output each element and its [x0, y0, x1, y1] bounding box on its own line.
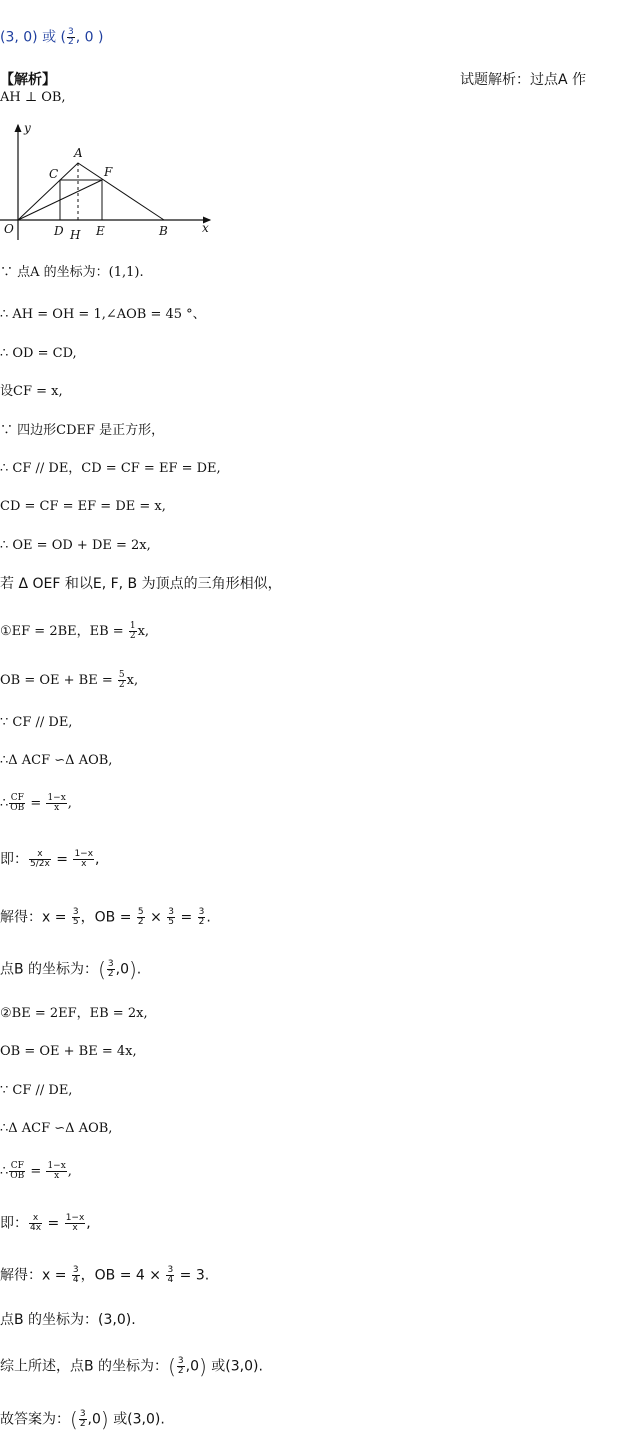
- line-case1-parallel: ∵ CF // DE,: [0, 715, 73, 730]
- final-answer-text: 故答案为：: [0, 1411, 70, 1428]
- frac-three-fifth-b-den: 5: [168, 917, 175, 927]
- frac-three-four: [72, 1266, 80, 1285]
- frac-five-half-den: 2: [118, 680, 125, 690]
- coord-zero: 0: [120, 961, 129, 978]
- label-x: x: [202, 221, 209, 235]
- frac-three-fifth-b-num: 3: [168, 907, 175, 917]
- line-case2-solve: [0, 1266, 209, 1285]
- line-case1-result: 点B 的坐标为：( $\frac{3}{2}$ ,0).: [0, 957, 142, 982]
- case2-equals: = 3.: [175, 1267, 210, 1284]
- case2-eq-label: 即：: [0, 1215, 28, 1232]
- frac-half-num: 1: [129, 621, 136, 631]
- summary-text: 综上所述，点B 的坐标为：: [0, 1358, 169, 1375]
- line-case1-ob: [0, 671, 138, 690]
- answer-right: , 0 ): [75, 29, 104, 46]
- line-case2-parallel: ∵ CF // DE,: [0, 1083, 73, 1098]
- line-final-answer: 故答案为：( $\frac{3}{2}$ ,0) 或(3,0).: [0, 1407, 165, 1432]
- frac-cf-b: CF: [10, 1161, 24, 1171]
- line-case1-ratio: ∴ $\frac{CF}{OB}$ = $\frac{1-x}{x}$ ,: [0, 793, 72, 813]
- frac-three-fifth-num: 3: [72, 907, 79, 917]
- geometry-diagram: [0, 115, 220, 245]
- answer-left: (3, 0) 或 (: [0, 29, 67, 46]
- case1-equals: =: [176, 909, 197, 926]
- frac-five-half-b-den: 2: [137, 917, 144, 927]
- frac-one-minus-x-d: [65, 1214, 86, 1233]
- frac-three-half-den: 2: [198, 917, 205, 927]
- label-y: y: [24, 121, 31, 135]
- frac-three-fifth-b: [167, 908, 175, 927]
- line-oe: ∴ OE = OD + DE = 2x,: [0, 538, 151, 553]
- frac-three-half-b-num: 3: [107, 959, 114, 969]
- frac-one-minus-x: [46, 794, 66, 813]
- line-case2-similar: ∴Δ ACF ∽Δ AOB,: [0, 1121, 113, 1136]
- frac-three-fifth: [72, 908, 80, 927]
- case2-solve-ob: ，OB = 4 ×: [80, 1267, 166, 1284]
- frac-cf-ob: [9, 794, 25, 813]
- frac-three-four-den: 4: [72, 1275, 79, 1285]
- label-h: H: [70, 228, 81, 242]
- frac-x-over-4x: [29, 1214, 42, 1233]
- frac-ob: OB: [10, 803, 25, 813]
- frac-five-half: [118, 671, 126, 690]
- case1-solve-text: 解得：x =: [0, 909, 71, 926]
- square-cdef: [60, 180, 102, 220]
- frac-one-minus-x-den: x: [54, 803, 60, 813]
- label-a: A: [74, 146, 83, 160]
- frac-half: [129, 622, 137, 641]
- frac-three-half-num: 3: [198, 907, 205, 917]
- frac-cf: CF: [10, 793, 24, 803]
- line-ah-oh: ∴ AH = OH = 1,∠AOB = 45 °、: [0, 307, 206, 322]
- summary-or: 或(3,0).: [211, 1358, 263, 1375]
- case1-solve-ob: ，OB =: [80, 909, 136, 926]
- frac-three-half-b: [107, 960, 115, 979]
- frac-x-b: x: [29, 1214, 42, 1224]
- line-square: ∵ 四边形CDEF 是正方形，: [0, 423, 165, 438]
- final-answer-or: 或(3,0).: [113, 1411, 165, 1428]
- analysis-intro-cont: AH ⊥ OB,: [0, 90, 66, 105]
- frac-five-half-x: 5/2x: [30, 859, 50, 869]
- answer-frac-num: 3: [68, 27, 74, 37]
- frac-three-half-c: [177, 1357, 185, 1376]
- case1-ob-text: OB = OE + BE =: [0, 673, 117, 688]
- label-o: O: [4, 222, 14, 236]
- frac-three-four-num: 3: [72, 1265, 79, 1275]
- frac-4x: 4x: [30, 1223, 42, 1233]
- case1-times: ×: [145, 909, 167, 926]
- frac-three-half-d-num: 3: [79, 1409, 86, 1419]
- case1-ob-x: x,: [126, 673, 139, 688]
- analysis-tag: 【解析】: [0, 72, 56, 88]
- case2-ratio-therefore: ∴: [0, 1164, 9, 1179]
- line-od-cd: ∴ OD = CD,: [0, 346, 77, 361]
- frac-three-half-d-den: 2: [79, 1419, 86, 1429]
- frac-three-half-c-num: 3: [177, 1356, 184, 1366]
- frac-one-minus-x-b-num: 1−x: [74, 849, 94, 859]
- case1-eb-text: ①EF = 2BE，EB =: [0, 624, 128, 639]
- frac-three-fifth-den: 5: [72, 917, 79, 927]
- label-e: E: [96, 224, 105, 238]
- triangle-aob: [18, 163, 164, 220]
- line-point-a-coords: ∵ 点A 的坐标为：(1,1).: [0, 265, 144, 280]
- frac-one-minus-x-b: [73, 850, 94, 869]
- line-case2-be: ②BE = 2EF，EB = 2x,: [0, 1006, 148, 1021]
- case1-result-text: 点B 的坐标为：: [0, 961, 99, 978]
- line-parallel: ∴ CF // DE，CD = CF = EF = DE,: [0, 461, 221, 476]
- frac-three-four-b-den: 4: [167, 1275, 174, 1285]
- answer-line: [0, 28, 103, 47]
- line-case1-equation: 即： $\frac{x}{5/2x}$ = $\frac{1-x}{x}$ ,: [0, 849, 100, 869]
- line-sides-equal: CD = CF = EF = DE = x,: [0, 499, 166, 514]
- coord-zero-c: 0: [92, 1411, 101, 1428]
- frac-one-minus-x-b-den: x: [81, 859, 87, 869]
- frac-one-minus-x-d-den: x: [72, 1223, 78, 1233]
- frac-five-half-num: 5: [118, 670, 125, 680]
- line-case1-solve: 解得：x = $\frac{3}{5}$ ，OB = $\frac{5}{2}$ × $\frac{3}{5}$ = $\frac{3}{2}$ .: [0, 907, 211, 927]
- frac-one-minus-x-d-num: 1−x: [65, 1213, 85, 1223]
- line-summary: 综上所述，点B 的坐标为：( $\frac{3}{2}$ ,0) 或(3,0).: [0, 1354, 263, 1379]
- frac-ob-b: OB: [10, 1171, 25, 1181]
- label-b: B: [159, 224, 168, 238]
- frac-three-half: [198, 908, 206, 927]
- line-case1-similar: ∴Δ ACF ∽Δ AOB,: [0, 753, 113, 768]
- analysis-intro: 试题解析：过点A 作: [460, 72, 587, 88]
- frac-five-half-b-num: 5: [137, 907, 144, 917]
- answer-fraction: [67, 28, 75, 47]
- line-case1-eb: [0, 622, 149, 641]
- frac-one-minus-x-c-num: 1−x: [47, 1161, 66, 1171]
- frac-x-over-five-half-x: [29, 850, 51, 869]
- line-case2-ratio: ∴ $\frac{CF}{OB}$ = $\frac{1-x}{x}$ ,: [0, 1161, 72, 1181]
- case1-eq-label: 即：: [0, 851, 28, 868]
- line-set-cf: 设CF = x,: [0, 384, 63, 399]
- case1-ratio-therefore: ∴: [0, 796, 9, 811]
- frac-cf-ob-b: [9, 1162, 25, 1181]
- frac-three-half-d: [79, 1410, 87, 1429]
- answer-frac-den: 2: [68, 37, 74, 47]
- frac-five-half-b: [137, 908, 145, 927]
- line-similar: 若 Δ OEF 和以E, F, B 为顶点的三角形相似，: [0, 576, 282, 592]
- line-case2-equation: 即： $\frac{x}{4x}$ = $\frac{1-x}{x}$ ,: [0, 1213, 91, 1233]
- label-c: C: [49, 167, 59, 181]
- frac-three-half-c-den: 2: [177, 1366, 184, 1376]
- frac-one-minus-x-num: 1−x: [47, 793, 66, 803]
- label-f: F: [104, 165, 113, 179]
- frac-x: x: [29, 850, 51, 860]
- frac-three-four-b-num: 3: [167, 1265, 174, 1275]
- case2-solve-text: 解得：x =: [0, 1267, 71, 1284]
- label-d: D: [54, 224, 64, 238]
- frac-three-half-b-den: 2: [107, 969, 114, 979]
- coord-zero-b: 0: [190, 1358, 199, 1375]
- line-case2-ob: OB = OE + BE = 4x,: [0, 1044, 137, 1059]
- frac-half-den: 2: [129, 631, 136, 641]
- frac-three-four-b: [166, 1266, 174, 1285]
- case1-eb-x: x,: [137, 624, 150, 639]
- frac-one-minus-x-c: [46, 1162, 66, 1181]
- frac-one-minus-x-c-den: x: [54, 1171, 60, 1181]
- line-case2-result: 点B 的坐标为：(3,0).: [0, 1312, 136, 1328]
